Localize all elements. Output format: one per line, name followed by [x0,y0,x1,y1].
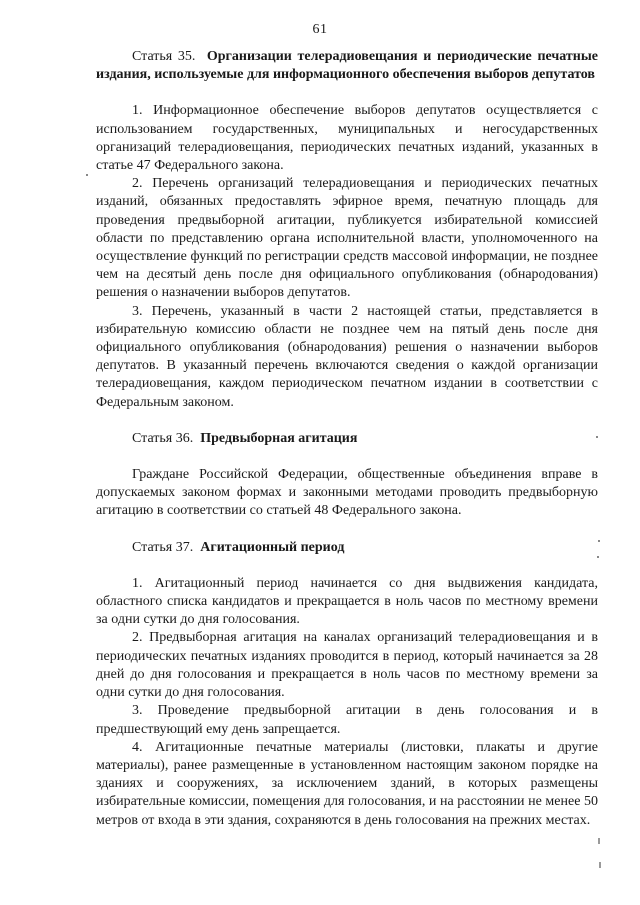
spacer [96,412,598,430]
article-35-paragraph-2: 2. Перечень организаций телерадиовещания и периодических печатных изданий, обязанных предоставлять эфирное время, печатную площадь для проведения предвыборной агитации, публикуется избирательной комиссией области по представлению органа исполнительной власти, уполномоченного на осуществление функций по регистрации средств массовой информации, не позднее чем на десятый день после дня официального опубликования (обнародования) решения о назначении выборов депутатов. [96,176,598,301]
article-title: Агитационный период [200,539,345,555]
article-35-paragraph-3: 3. Перечень, указанный в части 2 настоящей статьи, представляется в избирательную комиссию области не позднее чем на пятый день после дня официального опубликования (обнародования) решения о назначении выборов депутатов. В указанный перечень включаются сведения о каждой организации телерадиовещания, каждом периодическом печатном издании в соответствии с Федеральным законом. [96,303,598,410]
article-37-heading [96,539,598,557]
article-35-paragraph-1: 1. Информационное обеспечение выборов депутатов осуществляется с использованием государственных, муниципальных и негосударственных организаций телерадиовещания, периодических печатных изданий, указанных в статье 47 Федерального закона. [96,103,598,174]
spacer [96,448,598,466]
scan-artifact [598,838,600,844]
article-37-paragraph-2: 2. Предвыборная агитация на каналах организаций телерадиовещания и в периодических печатных изданиях проводится в период, который начинается за 28 дней до дня голосования и прекращается в ноль часов по местному времени за одни сутки до дня голосования. [96,630,598,701]
article-37-paragraph-3: 3. Проведение предвыборной агитации в день голосования и в предшествующий ему день запрещается. [96,703,598,737]
scan-artifact [597,556,599,558]
article-title: Организации телерадиовещания и периодические печатные издания, используемые для информационного обеспечения выборов депутатов [96,49,599,83]
article-number: Статья 37. [132,539,194,555]
article-36-heading [96,430,598,448]
spacer [96,557,598,575]
document-body [96,48,598,830]
article-37-paragraph-4: 4. Агитационные печатные материалы (листовки, плакаты и другие материалы), ранее размещенные в установленном настоящим законом порядке на зданиях и сооружениях, за исключением зданий, в которых размещены избирательные комиссии, помещения для голосования, и на расстоянии не менее 50 метров от входа в эти здания, сохраняются в день голосования на прежних местах. [96,739,598,828]
scan-artifact [596,436,598,438]
spacer [96,84,598,102]
article-number: Статья 36. [132,430,194,446]
scan-artifact [598,540,600,542]
article-title: Предвыборная агитация [200,430,358,446]
spacer [96,521,598,539]
article-36-paragraph-1: Граждане Российской Федерации, общественные объединения вправе в допускаемых законом формах и законными методами проводить предвыборную агитацию в соответствии со статьей 48 Федерального закона. [96,467,598,519]
scan-artifact [599,862,601,868]
scan-artifact [86,174,88,176]
page-number: 61 [312,22,328,37]
article-number: Статья 35. [132,49,196,64]
article-35-heading [96,48,598,84]
article-37-paragraph-1: 1. Агитационный период начинается со дня выдвижения кандидата, областного списка кандидатов и прекращается в ноль часов по местному времени за одни сутки до дня голосования. [96,575,598,628]
